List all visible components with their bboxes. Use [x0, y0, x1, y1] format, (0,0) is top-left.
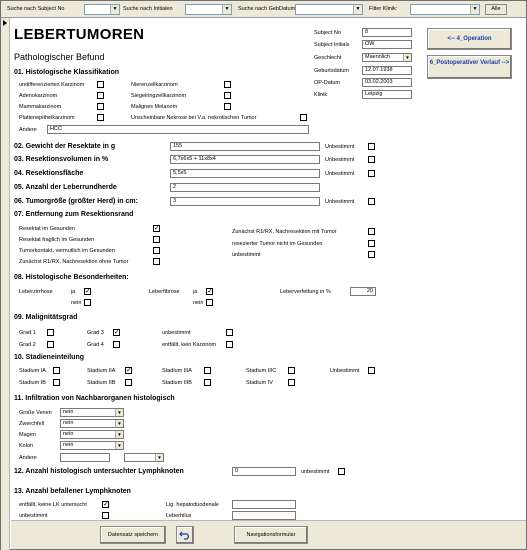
tumor-size-field[interactable]: 3: [170, 197, 320, 206]
volume-unknown-checkbox[interactable]: [368, 156, 375, 163]
infiltration-colon-label: Kolon: [19, 443, 34, 449]
opt-mamma-label: Mammakarzinom: [19, 104, 62, 110]
opt-squamous-label: Plattenepithelkarzinom: [19, 115, 75, 121]
stage-iv-checkbox[interactable]: [288, 379, 295, 386]
opt-renal-checkbox[interactable]: [224, 81, 231, 88]
clinic-field[interactable]: Leipzig: [362, 90, 412, 99]
margin-free-label: Resektat im Gesunden: [19, 226, 75, 232]
infiltration-colon-combo[interactable]: [60, 441, 124, 450]
stage-iia-checkbox[interactable]: ✓: [126, 367, 132, 374]
opt-signet-label: Siegelringzellkarzinom: [131, 93, 187, 99]
stage-iiic-checkbox[interactable]: [288, 367, 295, 374]
chevron-down-icon[interactable]: ▼: [115, 420, 123, 427]
undo-icon: [179, 530, 191, 540]
birthdate-field[interactable]: 12.07.1938: [362, 66, 412, 75]
chevron-down-icon[interactable]: ▼: [155, 454, 163, 461]
opt-necrosis-label: Unscheinbare Nekrose bei V.a. nekrotischen Tumor: [131, 115, 257, 121]
lymph-nodes-unknown-label: unbestimmt: [301, 469, 330, 475]
gender-combo[interactable]: [362, 53, 412, 62]
lk-undetermined-label: unbestimmt: [19, 513, 48, 519]
section-13-heading: 13. Anzahl befallener Lymphknoten: [14, 488, 131, 495]
size-unknown-label: Unbestimmt: [325, 199, 355, 205]
margin-questionable-label: Resektat fraglich im Gesunden: [19, 237, 95, 243]
section-12-heading: 12. Anzahl histologisch untersuchter Lymphknoten: [14, 468, 184, 475]
infiltration-veins-value: nein: [63, 409, 74, 415]
section-04-heading: 04. Resektionsfläche: [14, 170, 84, 177]
cirrhosis-yes-checkbox[interactable]: ✓: [85, 288, 91, 295]
margin-reres-pos-checkbox[interactable]: [368, 228, 375, 235]
filter-clinic-combo[interactable]: [410, 4, 480, 15]
current-record-icon: [3, 20, 7, 26]
infiltration-veins-combo[interactable]: [60, 408, 124, 417]
section-11-heading: 11. Infiltration von Nachbarorganen histologisch: [14, 395, 175, 402]
volume-unknown-label: Unbestimmt: [325, 157, 355, 163]
stage-undetermined-label: Unbestimmt: [330, 368, 360, 374]
no-lk-examined-checkbox[interactable]: ✓: [103, 501, 109, 508]
opt-squamous-checkbox[interactable]: [97, 114, 104, 121]
prev-operation-button[interactable]: <-- 4_Operation: [427, 28, 512, 50]
no-carcinoma-checkbox[interactable]: [226, 341, 233, 348]
grade2-checkbox[interactable]: [47, 341, 54, 348]
cirrhosis-yes-label: ja: [71, 289, 76, 295]
stage-iia-label: Stadium IIA: [87, 368, 116, 374]
infiltration-other-field[interactable]: [60, 453, 110, 462]
section-10-heading: 10. Stadieneinteilung: [14, 354, 85, 361]
record-selector[interactable]: [1, 18, 10, 550]
hepatoduodenal-field[interactable]: [232, 500, 296, 509]
other-label: Andere: [19, 127, 37, 133]
subject-no-label: Subject No: [314, 30, 341, 36]
stage-undetermined-checkbox[interactable]: [368, 367, 375, 374]
stage-ia-checkbox[interactable]: [53, 367, 60, 374]
opt-adeno-label: Adenokarzinom: [19, 93, 58, 99]
infiltration-diaphragm-label: Zwerchfell: [19, 421, 45, 427]
all-button[interactable]: Alle: [485, 4, 507, 15]
opt-mamma-checkbox[interactable]: [97, 103, 104, 110]
chevron-down-icon[interactable]: ▼: [115, 409, 123, 416]
margin-reres-neg-label: Zunächst R1/RX, Nachresektion ohne Tumor: [19, 259, 129, 265]
margin-undetermined-checkbox[interactable]: [368, 251, 375, 258]
area-field[interactable]: 5,5x5: [170, 169, 320, 178]
section-08-heading: 08. Histologische Besonderheiten:: [14, 274, 129, 281]
infiltration-diaphragm-combo[interactable]: [60, 419, 124, 428]
stage-iv-label: Stadium IV: [246, 380, 273, 386]
section-03-heading: 03. Resektionsvolumen in %: [14, 156, 109, 163]
area-unknown-label: Unbestimmt: [325, 171, 355, 177]
stage-ib-label: Stadium IB: [19, 380, 46, 386]
foci-count-field[interactable]: 2: [170, 183, 320, 192]
opt-renal-label: Nierenzellkarzinom: [131, 82, 178, 88]
infiltration-colon-value: nein: [63, 442, 74, 448]
navigation-form-button[interactable]: Navigationsformular: [234, 526, 308, 544]
clinic-label: Klinik: [314, 92, 328, 98]
lymph-nodes-unknown-checkbox[interactable]: [338, 468, 345, 475]
infiltration-stomach-label: Magen: [19, 432, 36, 438]
margin-positive-label: resezierter Tumor nicht im Gesunden: [232, 241, 323, 247]
margin-undetermined-label: unbestimmt: [232, 252, 261, 258]
search-birthdate-label: Suche nach GebDatum: [238, 6, 296, 12]
lymph-nodes-examined-field[interactable]: 0: [232, 467, 296, 476]
section-05-heading: 05. Anzahl der Leberrundherde: [14, 184, 117, 191]
steatosis-percent-field[interactable]: 20: [350, 287, 376, 296]
steatosis-percent-label: Leberverfettung in %: [280, 289, 331, 295]
grade1-label: Grad 1: [19, 330, 36, 336]
gender-label: Geschlecht: [314, 55, 342, 61]
undo-button[interactable]: [176, 526, 194, 544]
grade1-checkbox[interactable]: [47, 329, 54, 336]
fibrosis-no-checkbox[interactable]: [206, 299, 213, 306]
size-unknown-checkbox[interactable]: [368, 198, 375, 205]
section-07-heading: 07. Entfernung zum Resektionsrand: [14, 211, 134, 218]
weight-unknown-checkbox[interactable]: [368, 143, 375, 150]
margin-contact-label: Tumorkontakt, vermutlich im Gesunden: [19, 248, 115, 254]
grade-undetermined-label: unbestimmt: [162, 330, 191, 336]
stage-iiic-label: Stadium IIIC: [246, 368, 277, 374]
fibrosis-no-label: nein: [193, 300, 204, 306]
section-01-heading: 01. Histologische Klassifikation: [14, 69, 120, 76]
other-field[interactable]: HCC: [47, 125, 309, 134]
infiltration-other-combo[interactable]: [124, 453, 164, 462]
stage-iiib-checkbox[interactable]: [204, 379, 211, 386]
margin-contact-checkbox[interactable]: [153, 247, 160, 254]
search-initials-label: Suche nach Initialen: [123, 6, 173, 12]
weight-field[interactable]: 155: [170, 142, 320, 151]
chevron-down-icon[interactable]: ▼: [222, 5, 231, 14]
search-subject-combo[interactable]: [84, 4, 120, 15]
chevron-down-icon[interactable]: ▼: [403, 54, 411, 61]
section-06-heading: 06. Tumorgröße (größter Herd) in cm:: [14, 198, 138, 205]
next-postop-button[interactable]: 6_Postoperativer Verlauf -->: [427, 55, 512, 79]
volume-field[interactable]: 6,7x6x5 + 11x8x4: [170, 155, 320, 164]
infiltration-veins-label: Große Venen: [19, 410, 52, 416]
opt-signet-checkbox[interactable]: [224, 92, 231, 99]
lk-undetermined-checkbox[interactable]: [102, 512, 109, 519]
save-record-button[interactable]: Datensatz speichern: [100, 526, 166, 544]
weight-unknown-label: Unbestimmt: [325, 144, 355, 150]
stage-iiia-label: Stadium IIIA: [162, 368, 192, 374]
stage-ib-checkbox[interactable]: [53, 379, 60, 386]
opt-melanoma-label: Malignes Melanom: [131, 104, 178, 110]
infiltration-stomach-value: nein: [63, 431, 74, 437]
opt-adeno-checkbox[interactable]: [97, 92, 104, 99]
margin-positive-checkbox[interactable]: [368, 240, 375, 247]
no-lk-examined-label: entfällt, keine LK untersucht: [19, 502, 87, 508]
infiltration-stomach-combo[interactable]: [60, 430, 124, 439]
fibrosis-label: Leberfibrose: [149, 289, 180, 295]
cirrhosis-no-label: nein: [71, 300, 82, 306]
fibrosis-yes-checkbox[interactable]: ✓: [207, 288, 213, 295]
filter-clinic-label: Filter Klinik:: [369, 6, 398, 12]
opt-necrosis-checkbox[interactable]: [300, 114, 307, 121]
chevron-down-icon[interactable]: ▼: [115, 431, 123, 438]
search-subject-label: Suche nach Subject No: [7, 6, 65, 12]
margin-reres-pos-label: Zunächst R1/RX, Nachresektion mit Tumor: [232, 229, 337, 235]
initials-field[interactable]: OW: [362, 40, 412, 49]
op-date-label: OP-Datum: [314, 80, 340, 86]
area-unknown-checkbox[interactable]: [368, 170, 375, 177]
infiltration-other-label: Andere: [19, 455, 37, 461]
search-toolbar: [1, 1, 526, 18]
margin-free-checkbox[interactable]: ✓: [154, 225, 160, 232]
grade4-label: Grad 4: [87, 342, 104, 348]
initials-label: Subject Initials: [314, 42, 350, 48]
infiltration-diaphragm-value: nein: [63, 420, 74, 426]
form-title: LEBERTUMOREN: [14, 26, 145, 43]
hilum-field[interactable]: [232, 511, 296, 520]
stage-iib-checkbox[interactable]: [125, 379, 132, 386]
margin-reres-neg-checkbox[interactable]: [153, 258, 160, 265]
form-subtitle: Pathologischer Befund: [14, 52, 105, 62]
stage-iiia-checkbox[interactable]: [204, 367, 211, 374]
stage-iiib-label: Stadium IIIB: [162, 380, 192, 386]
grade3-checkbox[interactable]: ✓: [114, 329, 120, 336]
chevron-down-icon[interactable]: ▼: [115, 442, 123, 449]
grade2-label: Grad 2: [19, 342, 36, 348]
margin-questionable-checkbox[interactable]: [153, 236, 160, 243]
search-birthdate-combo[interactable]: [295, 4, 363, 15]
cirrhosis-no-checkbox[interactable]: [84, 299, 91, 306]
birthdate-label: Geburtsdatum: [314, 68, 349, 74]
fibrosis-yes-label: ja: [193, 289, 198, 295]
grade4-checkbox[interactable]: [113, 341, 120, 348]
subject-no-field[interactable]: 8: [362, 28, 412, 37]
cirrhosis-label: Leberzirrhose: [19, 289, 53, 295]
opt-undiff-label: undifferenziertes Karzinom: [19, 82, 85, 88]
hilum-label: Leberhilus: [166, 513, 192, 519]
gender-value: Maennlich: [365, 54, 391, 60]
section-09-heading: 09. Malignitätsgrad: [14, 314, 78, 321]
grade-undetermined-checkbox[interactable]: [226, 329, 233, 336]
section-02-heading: 02. Gewicht der Resektate in g: [14, 143, 116, 150]
stage-iib-label: Stadium IIB: [87, 380, 116, 386]
no-carcinoma-label: entfällt, kein Karzinom: [162, 342, 217, 348]
chevron-down-icon[interactable]: ▼: [353, 5, 362, 14]
chevron-down-icon[interactable]: ▼: [470, 5, 479, 14]
opt-melanoma-checkbox[interactable]: [224, 103, 231, 110]
chevron-down-icon[interactable]: ▼: [110, 5, 119, 14]
grade3-label: Grad 3: [87, 330, 104, 336]
stage-ia-label: Stadium IA: [19, 368, 46, 374]
hepatoduodenal-label: Lig. hepatoduodenale: [166, 502, 219, 508]
search-initials-combo[interactable]: [185, 4, 232, 15]
op-date-field[interactable]: 03.02.2003: [362, 78, 412, 87]
opt-undiff-checkbox[interactable]: [97, 81, 104, 88]
